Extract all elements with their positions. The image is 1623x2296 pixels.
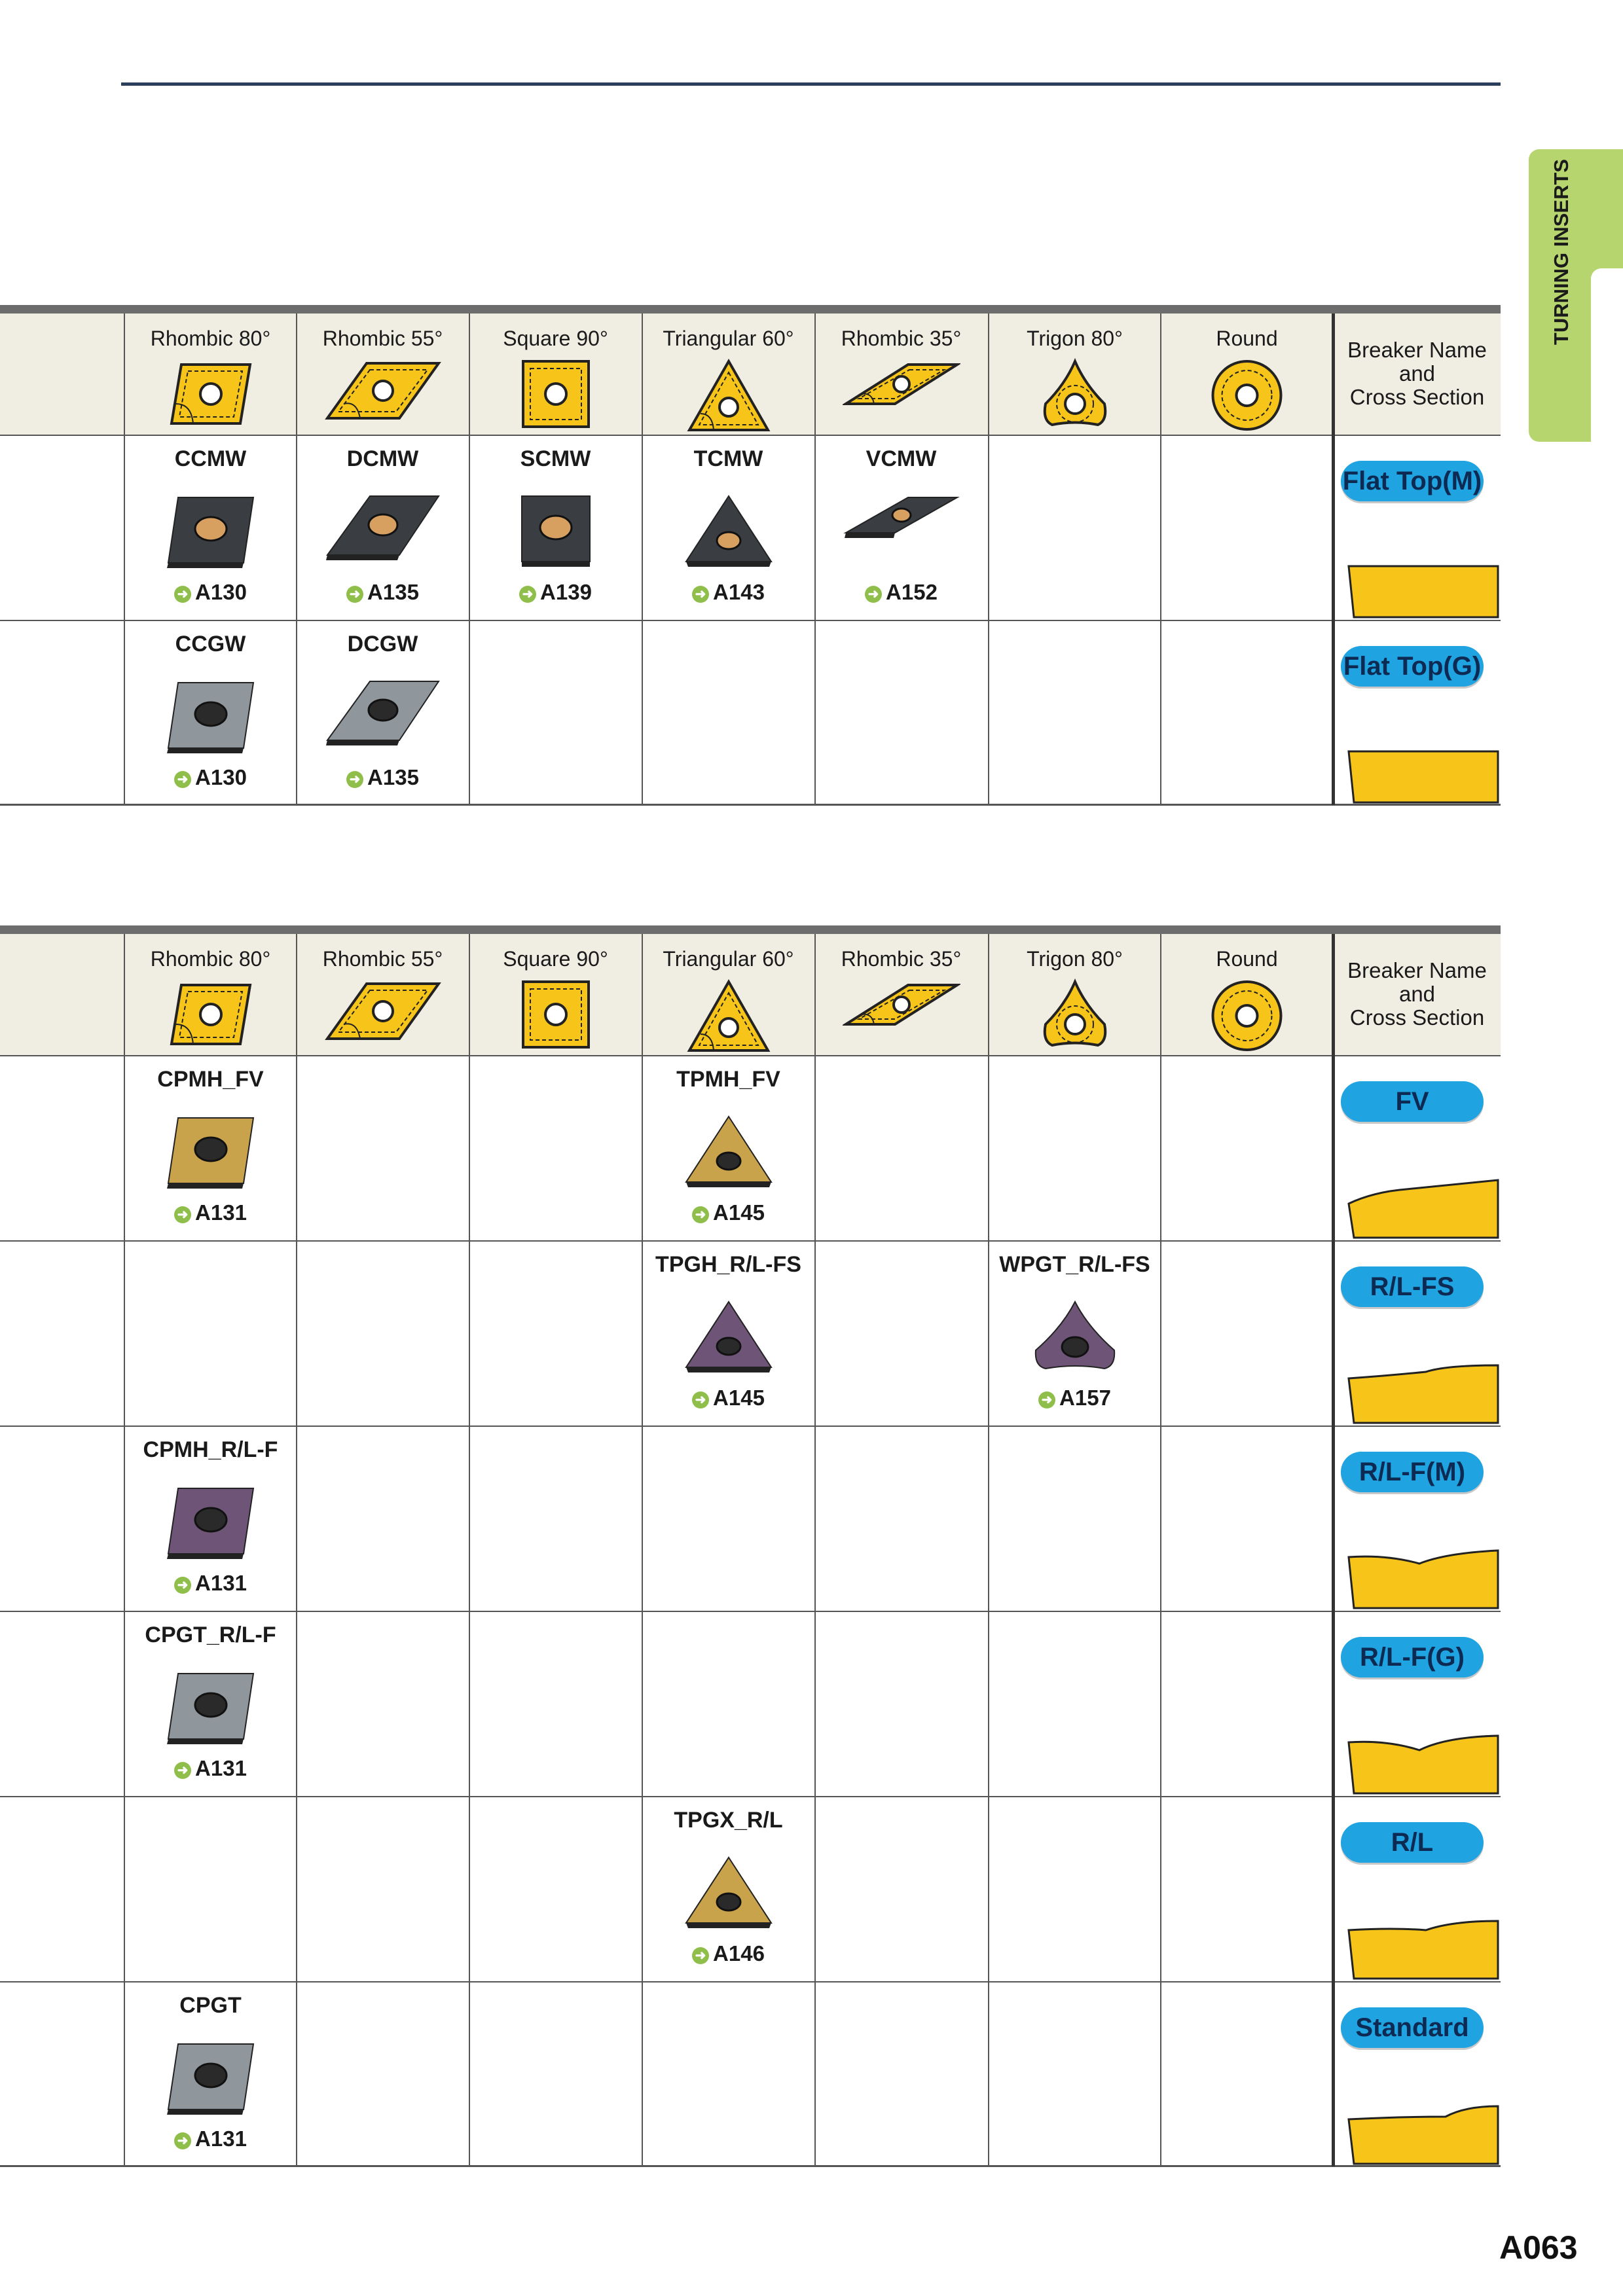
insert-page-ref[interactable] [124, 2126, 297, 2151]
arrow-right-icon: ➜ [174, 586, 191, 603]
insert-code: CCGW [175, 632, 246, 656]
insert-cell[interactable] [124, 1426, 297, 1611]
rhombic-55-icon [324, 978, 442, 1047]
breaker-header-line: and [1398, 982, 1436, 1006]
breaker-header-text [1334, 959, 1501, 1030]
insert-ref-text: A131 [195, 1571, 247, 1595]
arrow-right-icon: ➜ [865, 586, 882, 603]
breaker-header-line: Cross Section [1349, 385, 1485, 409]
insert-code: TCMW [693, 446, 763, 471]
shape-header-cell [1161, 934, 1333, 1055]
insert-page-ref[interactable] [642, 1941, 814, 1966]
column-divider [642, 314, 643, 805]
breaker-header-line: Cross Section [1349, 1005, 1485, 1030]
shape-name: Square 90° [503, 327, 608, 350]
shape-name: Round [1216, 947, 1278, 971]
column-divider [296, 314, 297, 805]
insert-page-ref[interactable] [297, 580, 469, 605]
insert-image-icon [324, 677, 442, 753]
insert-image-icon [683, 1854, 775, 1935]
breaker-name-badge[interactable]: R/L-F(M) [1341, 1452, 1484, 1492]
table-top-bar [0, 925, 1501, 934]
breaker-name-badge[interactable]: Standard [1341, 2007, 1484, 2048]
column-divider [124, 934, 125, 2166]
insert-image-icon [683, 492, 775, 574]
shape-name: Rhombic 55° [322, 947, 443, 971]
table-bottom-line [0, 2165, 1501, 2167]
column-divider [124, 314, 125, 805]
column-divider [988, 934, 989, 2166]
shape-header-cell [124, 934, 297, 1055]
round-icon [1209, 358, 1285, 437]
insert-image-icon [683, 1298, 775, 1380]
arrow-right-icon: ➜ [174, 1206, 191, 1223]
insert-ref-text: A131 [195, 2126, 247, 2151]
insert-page-ref[interactable] [469, 580, 642, 605]
insert-page-ref[interactable] [642, 1386, 814, 1410]
column-divider [814, 314, 816, 805]
insert-image-icon [517, 492, 595, 574]
square-90-icon [520, 978, 592, 1054]
insert-code: CCMW [174, 446, 247, 471]
insert-code: VCMW [866, 446, 937, 471]
insert-table-1 [0, 305, 1501, 805]
arrow-right-icon: ➜ [346, 586, 363, 603]
rhombic-35-icon [843, 358, 960, 414]
shape-header-cell [989, 314, 1161, 435]
breaker-header-line: and [1398, 361, 1436, 386]
insert-image-icon [165, 677, 257, 759]
round-icon [1209, 978, 1285, 1057]
cross-section-icon [1347, 1548, 1501, 1614]
triangular-60-icon [686, 978, 771, 1057]
column-divider [1160, 934, 1161, 2166]
insert-page-ref[interactable] [642, 580, 814, 605]
side-tab-label [1535, 147, 1588, 357]
shape-name: Trigon 80° [1027, 327, 1123, 350]
side-tab-text: TURNING INSERTS [1550, 158, 1573, 346]
insert-ref-text: A131 [195, 1756, 247, 1780]
cross-section-icon [1347, 1918, 1501, 1984]
insert-code: SCMW [520, 446, 591, 471]
shape-name: Rhombic 80° [150, 327, 271, 350]
shape-header-cell [124, 314, 297, 435]
insert-code: CPGT [179, 1993, 242, 2018]
shape-header-cell [642, 314, 814, 435]
breaker-name-badge[interactable]: FV [1341, 1081, 1484, 1122]
shape-header-cell [469, 934, 642, 1055]
breaker-header-cell [1334, 934, 1501, 1055]
cross-section-icon [1347, 557, 1501, 623]
insert-page-ref[interactable] [297, 765, 469, 790]
insert-cell[interactable] [124, 1611, 297, 1796]
insert-page-ref[interactable] [124, 1756, 297, 1781]
rhombic-80-icon [168, 978, 253, 1054]
shape-header-cell [642, 934, 814, 1055]
insert-cell[interactable] [642, 1240, 814, 1426]
insert-cell[interactable] [989, 1240, 1161, 1426]
shape-header-cell [815, 314, 987, 435]
column-divider [814, 934, 816, 2166]
insert-code: TPGX_R/L [674, 1808, 783, 1833]
shape-header-cell [297, 314, 469, 435]
insert-ref-text: A130 [195, 580, 247, 604]
insert-code: CPMH_FV [157, 1067, 264, 1092]
column-divider [988, 314, 989, 805]
insert-ref-text: A157 [1059, 1386, 1111, 1410]
arrow-right-icon: ➜ [174, 1577, 191, 1594]
shape-name: Triangular 60° [663, 327, 794, 350]
cross-section-icon [1347, 1177, 1501, 1244]
column-divider [469, 934, 470, 2166]
shape-name: Round [1216, 327, 1278, 350]
insert-cell[interactable] [124, 1981, 297, 2166]
arrow-right-icon: ➜ [1038, 1391, 1055, 1408]
cross-section-icon [1347, 1363, 1501, 1429]
insert-code: CPGT_R/L-F [145, 1623, 276, 1647]
insert-page-ref[interactable] [124, 580, 297, 605]
shape-name: Rhombic 55° [322, 327, 443, 350]
insert-ref-text: A152 [886, 580, 938, 604]
insert-ref-text: A146 [713, 1941, 765, 1965]
insert-code: CPMH_R/L-F [143, 1437, 278, 1462]
insert-image-icon [165, 1113, 257, 1194]
insert-cell[interactable] [469, 435, 642, 620]
arrow-right-icon: ➜ [346, 771, 363, 788]
shape-name: Trigon 80° [1027, 947, 1123, 971]
insert-ref-text: A135 [367, 765, 419, 789]
insert-page-ref[interactable] [124, 765, 297, 790]
insert-cell[interactable] [297, 435, 469, 620]
shape-header-cell [815, 934, 987, 1055]
insert-cell[interactable] [124, 1055, 297, 1240]
insert-code: WPGT_R/L-FS [999, 1252, 1150, 1277]
insert-cell[interactable] [815, 435, 987, 620]
table-top-bar [0, 305, 1501, 314]
insert-page-ref[interactable] [124, 1571, 297, 1596]
insert-cell[interactable] [297, 620, 469, 805]
top-rule [121, 82, 1501, 86]
column-divider [469, 314, 470, 805]
arrow-right-icon: ➜ [692, 1947, 709, 1964]
column-divider [1160, 314, 1161, 805]
insert-ref-text: A130 [195, 765, 247, 789]
insert-ref-text: A139 [540, 580, 592, 604]
shape-name: Rhombic 35° [841, 947, 962, 971]
rhombic-80-icon [168, 358, 253, 433]
trigon-80-icon [1039, 358, 1111, 433]
breaker-name-badge[interactable]: R/L-F(G) [1341, 1637, 1484, 1677]
breaker-header-line: Breaker Name [1347, 958, 1487, 982]
insert-cell[interactable] [124, 435, 297, 620]
breaker-header-cell [1334, 314, 1501, 435]
arrow-right-icon: ➜ [692, 1206, 709, 1223]
insert-page-ref[interactable] [815, 580, 987, 605]
breaker-column-divider [1332, 314, 1335, 805]
arrow-right-icon: ➜ [692, 586, 709, 603]
page-number: A063 [1499, 2229, 1578, 2266]
rhombic-35-icon [843, 978, 960, 1034]
insert-page-ref[interactable] [124, 1200, 297, 1225]
arrow-right-icon: ➜ [174, 1762, 191, 1779]
cross-section-icon [1347, 1733, 1501, 1799]
arrow-right-icon: ➜ [174, 2132, 191, 2149]
insert-image-icon [324, 492, 442, 567]
insert-image-icon [683, 1113, 775, 1194]
breaker-name-badge[interactable]: Flat Top(G) [1341, 646, 1484, 687]
insert-image-icon [1029, 1298, 1121, 1380]
insert-image-icon [165, 2039, 257, 2121]
breaker-column-divider [1332, 934, 1335, 2166]
column-divider [296, 934, 297, 2166]
trigon-80-icon [1039, 978, 1111, 1054]
insert-code: TPMH_FV [676, 1067, 780, 1092]
triangular-60-icon [686, 358, 771, 437]
square-90-icon [520, 358, 592, 433]
arrow-right-icon: ➜ [519, 586, 536, 603]
insert-cell[interactable] [642, 435, 814, 620]
insert-ref-text: A145 [713, 1200, 765, 1225]
shape-header-cell [297, 934, 469, 1055]
breaker-name-badge[interactable]: R/L [1341, 1822, 1484, 1863]
insert-image-icon [165, 492, 257, 574]
insert-ref-text: A131 [195, 1200, 247, 1225]
insert-code: DCMW [346, 446, 419, 471]
shape-name: Square 90° [503, 947, 608, 971]
insert-code: TPGH_R/L-FS [655, 1252, 801, 1277]
shape-header-cell [469, 314, 642, 435]
arrow-right-icon: ➜ [174, 771, 191, 788]
table-bottom-line [0, 804, 1501, 806]
breaker-name-badge[interactable]: Flat Top(M) [1341, 461, 1484, 501]
insert-page-ref[interactable] [642, 1200, 814, 1225]
breaker-name-badge[interactable]: R/L-FS [1341, 1266, 1484, 1307]
insert-ref-text: A143 [713, 580, 765, 604]
rhombic-55-icon [324, 358, 442, 427]
insert-image-icon [165, 1668, 257, 1750]
shape-name: Triangular 60° [663, 947, 794, 971]
insert-image-icon [843, 492, 960, 548]
arrow-right-icon: ➜ [692, 1391, 709, 1408]
insert-cell[interactable] [124, 620, 297, 805]
cross-section-icon [1347, 742, 1501, 808]
column-divider [642, 934, 643, 2166]
side-tab-notch [1591, 268, 1623, 442]
breaker-header-text [1334, 338, 1501, 409]
insert-cell[interactable] [642, 1055, 814, 1240]
insert-image-icon [165, 1483, 257, 1565]
shape-name: Rhombic 35° [841, 327, 962, 350]
insert-ref-text: A135 [367, 580, 419, 604]
shape-header-cell [1161, 314, 1333, 435]
insert-ref-text: A145 [713, 1386, 765, 1410]
cross-section-icon [1347, 2104, 1501, 2170]
insert-cell[interactable] [642, 1796, 814, 1981]
insert-page-ref[interactable] [989, 1386, 1161, 1410]
shape-name: Rhombic 80° [150, 947, 271, 971]
insert-table-2 [0, 925, 1501, 2166]
breaker-header-line: Breaker Name [1347, 338, 1487, 362]
insert-code: DCGW [347, 632, 418, 656]
shape-header-cell [989, 934, 1161, 1055]
